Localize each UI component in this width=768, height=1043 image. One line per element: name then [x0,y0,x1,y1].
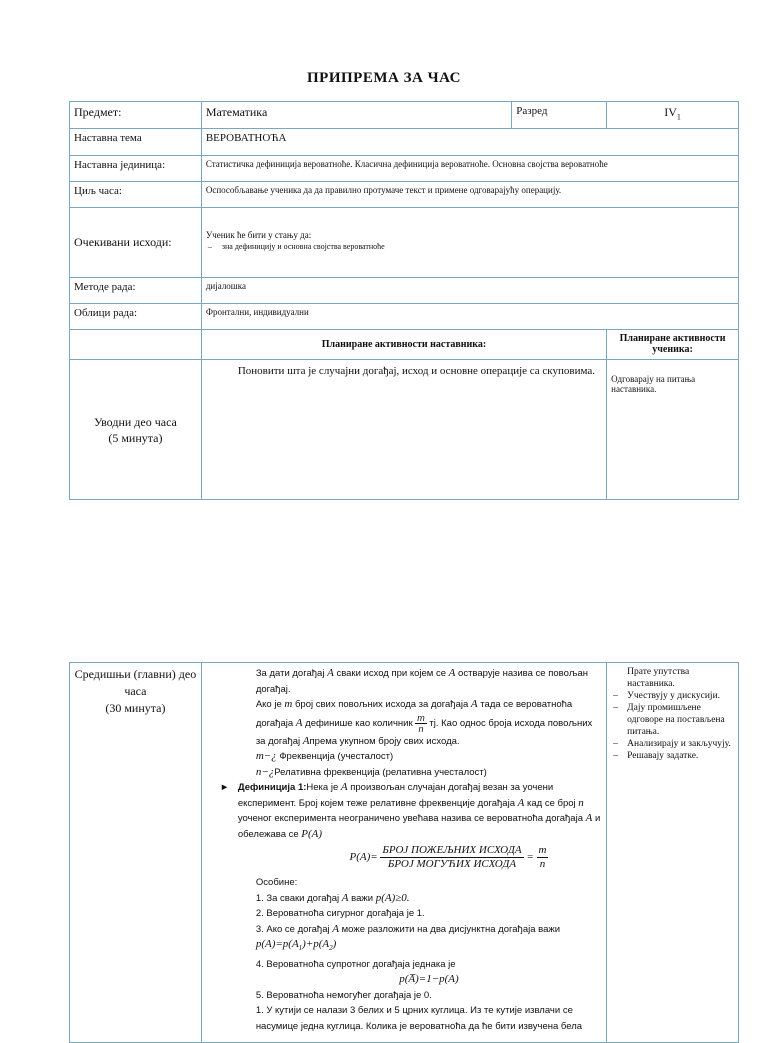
frequency-text: m−¿ Фреквенција (учесталост) [255,750,394,762]
bullet-arrow-icon: ► [219,782,230,793]
student-activity-item: Прате упутства наставника. [627,667,690,689]
topic-value: ВЕРОВАТНОЋА [201,129,738,156]
student-activity-item: – Дају промишљене одговоре на постављена питања. [627,702,734,738]
property-4: 4. Вероватноћа супротног догађаја једнака је [255,958,456,970]
example-1-line-1: 1. У кутији се налази 3 белих и 5 црних куглица. Из те кутије извлачи се [255,1005,573,1017]
outcomes-item: – зна дефиницију и основна својства вероватноће [222,242,734,251]
student-activity-item: – Решавају задатке. [627,750,734,762]
methods-label: Методе рада: [70,278,202,304]
intro-teacher: Поновити шта је случајни догађај, исход и основне операције са скуповима. [201,360,606,500]
student-activity-item: – Учествују у дискусији. [627,690,734,702]
student-activities-header: Планиране активности ученика: [607,330,739,360]
properties-title: Особине: [255,877,298,888]
outcomes-cell [201,208,738,278]
property-2: 2. Вероватноћа сигурног догађаја је 1. [255,908,425,919]
probability-def-text: Ако је m број свих повољних исхода за догађаја A тада се вероватноћа [255,698,573,710]
goal-value: Оспособљавање ученика да да правилно протумаче текст и примене одговарајућу операцију. [201,182,738,208]
subject-label: Предмет: [70,102,202,129]
probability-formula: P(A)= $\frac{\text{БРОЈ ПОЖЕЉНИХ ИСХОДА}}{\text{БРОЈ МОГУЋИХ ИСХОДА}}$ = $\frac{m}{n}$ [349,844,547,870]
outcomes-intro: Ученик ће бити у стању да: [205,230,312,240]
empty-cell [70,330,202,360]
main-part-table [69,662,739,1043]
forms-label: Облици рада: [70,304,202,330]
page-title: ПРИПРЕМА ЗА ЧАС [307,70,461,86]
intro-label-cell [70,360,202,500]
property-1: 1. За сваки догађај A важи p(A)≥0. [255,891,410,904]
ratio-text: за догађај Aпрема укупном броју свих исхода. [255,734,460,747]
unit-label: Наставна јединица: [70,156,202,182]
topic-label: Наставна тема [70,129,202,156]
main-teacher-content [201,663,606,1043]
property-3: 3. Ако се догађај A може разложити на два дисјунктна догађаја важи [255,922,561,935]
example-1-line-2: насумице једна куглица. Колика је вероватноћа да ће бити извучена бела [255,1020,583,1032]
definition-1: ► Дефиниција 1:Нека је A произвољан случајан догађај везан за уочени експеримент. Број којем теже релативне фреквенције догађаја A кад се број n уоченог експеримента неограничено увећава назива се вероватноћа догађаја A и обележава се P(A) [219,781,601,840]
student-activity-item: – Анализирају и закључују. [627,738,734,750]
intro-duration: (5 минута) [108,430,163,445]
main-label: Средишњи (главни) део часа [74,667,197,698]
property-5: 5. Вероватноћа немогућег догађаја је 0. [255,989,432,1001]
goal-label: Циљ часа: [70,182,202,208]
outcomes-label: Очекивани исходи: [70,208,202,278]
lesson-header-table [69,101,739,500]
main-label-cell [70,663,202,1043]
main-duration: (30 минута) [105,701,166,715]
subject-value: Математика [201,102,511,129]
grade-label: Разред [512,102,607,129]
quotient-text: догађаја A дефинише као количник $\frac{m}{n}$ тј. Као однос броја исхода повољних [255,712,593,734]
methods-value: дијалошка [201,278,738,304]
favorable-event-text: За дати догађај A сваки исход при којем се A остварује назива се повољан догађај. [255,667,589,695]
forms-value: Фронтални, индивидуални [201,304,738,330]
unit-value: Статистичка дефиниција вероватноће. Класична дефиниција вероватноће. Основна својства вероватноће [201,156,738,182]
main-student-content [607,663,739,1043]
property-3-formula: $p(A)=p(A_1)+p(A_2)$ [255,938,337,953]
intro-label: Уводни део часа [93,414,177,429]
teacher-activities-header: Планиране активности наставника: [201,330,606,360]
relative-frequency-text: n−¿Релативна фреквенција (релативна учесталост) [255,765,487,778]
property-4-formula: p(A̅)=1−p(A) [399,973,459,986]
grade-value: $IV_1$ [607,102,739,129]
intro-student: Одговарају на питања наставника. [607,360,739,500]
